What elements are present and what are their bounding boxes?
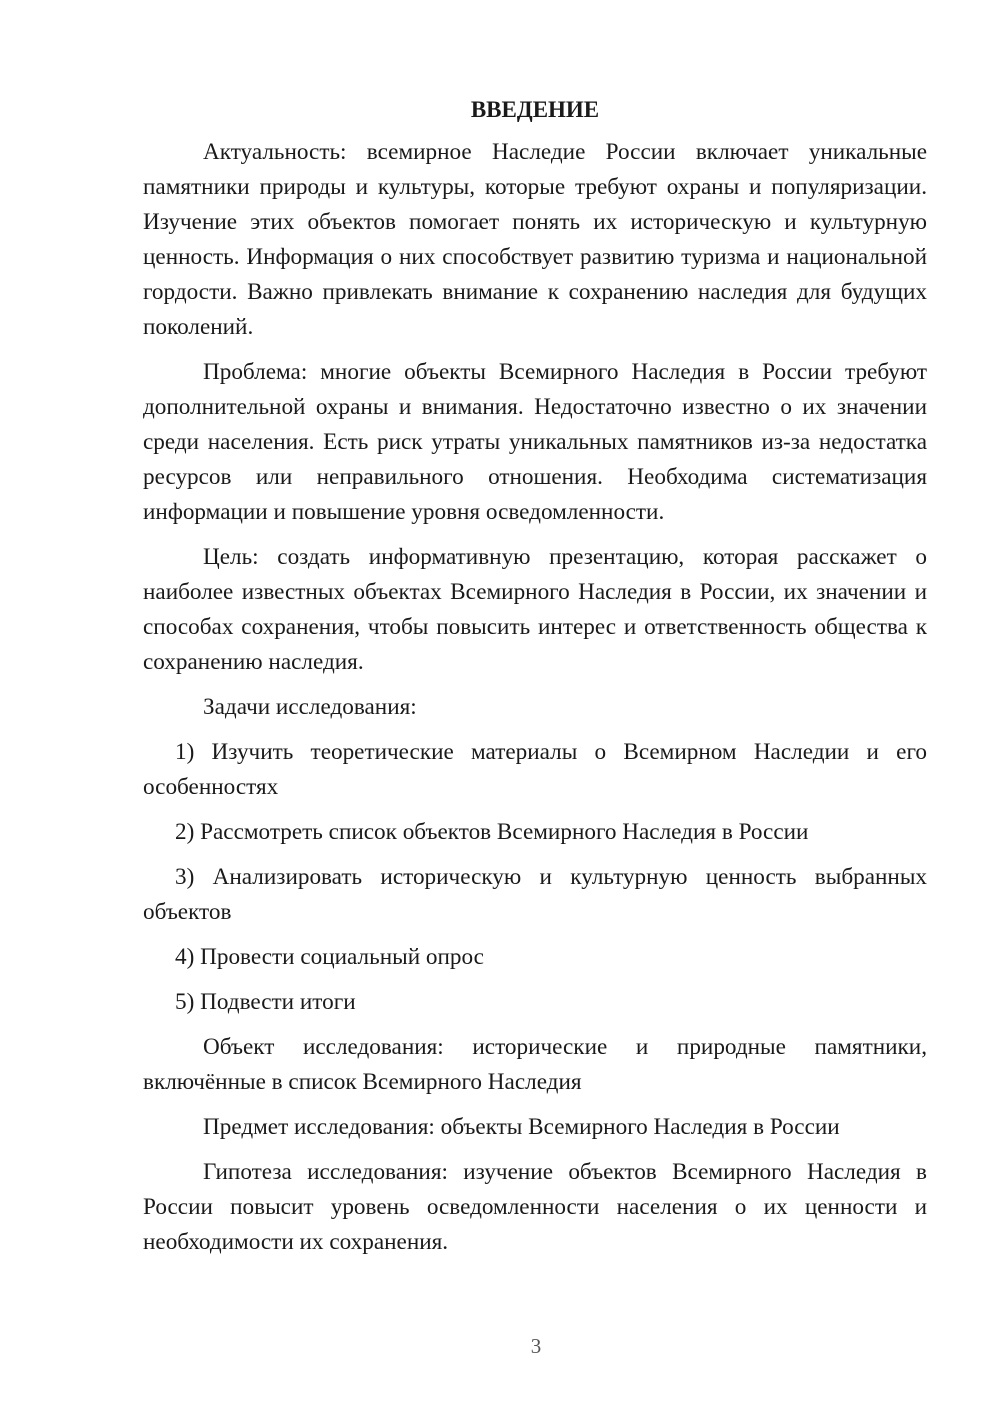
subject-paragraph: Предмет исследования: объекты Всемирного Наследия в России [203,1114,840,1140]
page-content [143,92,927,1270]
task-item: 5) Подвести итоги [175,989,356,1015]
section-title: ВВЕДЕНИЕ [470,97,600,122]
tasks-heading: Задачи исследования: [203,694,417,720]
problem-paragraph: Проблема: многие объекты Всемирного Наследия в России требуют дополнительной охраны и внимания. Недостаточно известно о их значении среди населения. Есть риск утраты уникальных памятников из-за недостатка ресурсов или неправильного отношения. Необходима систематизация информации и повышение уровня осведомленности. [143,359,927,525]
object-paragraph: Объект исследования: исторические и природные памятники, включённые в список Всемирного Наследия [143,1034,927,1095]
task-item: 2) Рассмотреть список объектов Всемирного Наследия в России [175,819,809,845]
task-item: 4) Провести социальный опрос [175,944,484,970]
goal-paragraph: Цель: создать информативную презентацию, которая расскажет о наиболее известных объектах Всемирного Наследия в России, их значении и способах сохранения, чтобы повысить интерес и ответственность общества к сохранению наследия. [143,544,927,675]
task-item: 1) Изучить теоретические материалы о Всемирном Наследии и его особенностях [143,739,927,800]
relevance-paragraph: Актуальность: всемирное Наследие России включает уникальные памятники природы и культуры, которые требуют охраны и популяризации. Изучение этих объектов помогает понять их историческую и культурную ценность. Информация о них способствует развитию туризма и национальной гордости. Важно привлекать внимание к сохранению наследия для будущих поколений. [143,139,927,340]
hypothesis-paragraph: Гипотеза исследования: изучение объектов Всемирного Наследия в России повысит уровень осведомленности населения о их ценности и необходимости их сохранения. [143,1159,927,1255]
task-item: 3) Анализировать историческую и культурную ценность выбранных объектов [143,864,927,925]
page-number: 3 [530,1334,542,1358]
